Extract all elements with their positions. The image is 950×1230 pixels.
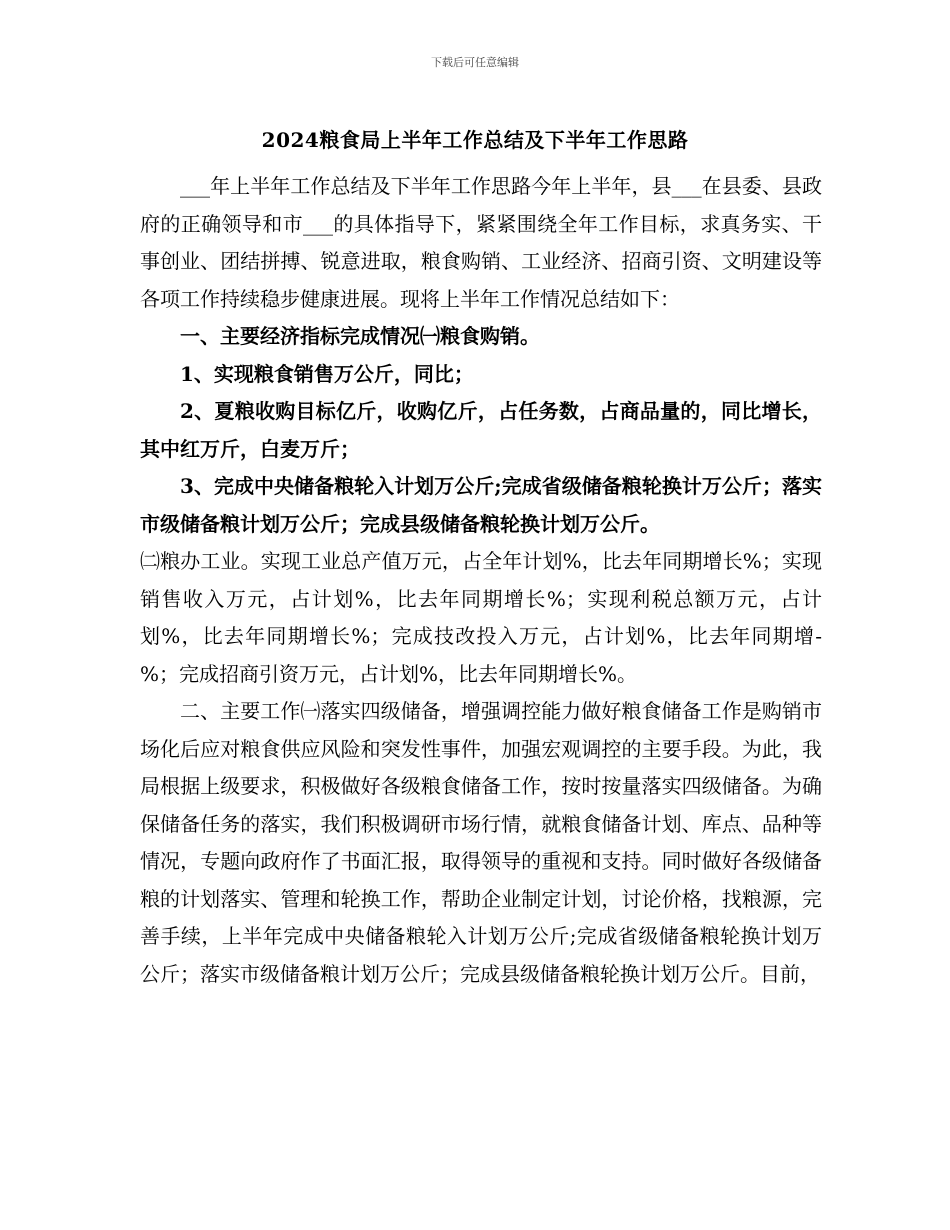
paragraph-main-work: 二、主要工作㈠落实四级储备，增强调控能力做好粮食储备工作是购销市场化后应对粮食供应风险和突发性事件，加强宏观调控的主要手段。为此，我局根据上级要求，积极做好各级粮食储备工作，按时按量落实四级储备。为确保储备任务的落实，我们积极调研市场行情，就粮食储备计划、库点、品种等情况，专题向政府作了书面汇报，取得领导的重视和支持。同时做好各级储备粮的计划落实、管理和轮换工作，帮助企业制定计划，讨论价格，找粮源，完善手续，上半年完成中央储备粮轮入计划万公斤;完成省级储备粮轮换计划万公斤；落实市级储备粮计划万公斤；完成县级储备粮轮换计划万公斤。目前， (140, 699, 822, 986)
document-title: 2024粮食局上半年工作总结及下半年工作思路 (261, 128, 689, 152)
list-item-2: 2、夏粮收购目标亿斤，收购亿斤，占任务数，占商品量的，同比增长，其中红万斤，白麦万斤； (140, 399, 822, 461)
list-item-3: 3、完成中央储备粮轮入计划万公斤;完成省级储备粮轮换计万公斤；落实市级储备粮计划万公斤；完成县级储备粮轮换计划万公斤。 (140, 474, 822, 536)
paragraph-industry: ㈡粮办工业。实现工业总产值万元，占全年计划%，比去年同期增长%；实现销售收入万元，占计划%，比去年同期增长%；实现利税总额万元，占计划%，比去年同期增长%；完成技改投入万元，占计划%，比去年同期增-%；完成招商引资万元，占计划%，比去年同期增长%。 (140, 549, 822, 686)
document-body (140, 168, 822, 993)
list-item-1: 1、实现粮食销售万公斤，同比； (180, 361, 474, 386)
section-heading-1: 一、主要经济指标完成情况㈠粮食购销。 (180, 324, 540, 348)
paragraph-intro: ___年上半年工作总结及下半年工作思路今年上半年，县___在县委、县政府的正确领导和市___的具体指导下，紧紧围绕全年工作目标，求真务实、干事创业、团结拼搏、锐意进取，粮食购销、工业经济、招商引资、文明建设等各项工作持续稳步健康进展。现将上半年工作情况总结如下： (140, 174, 822, 311)
header-note: 下载后可任意编辑 (431, 56, 519, 69)
